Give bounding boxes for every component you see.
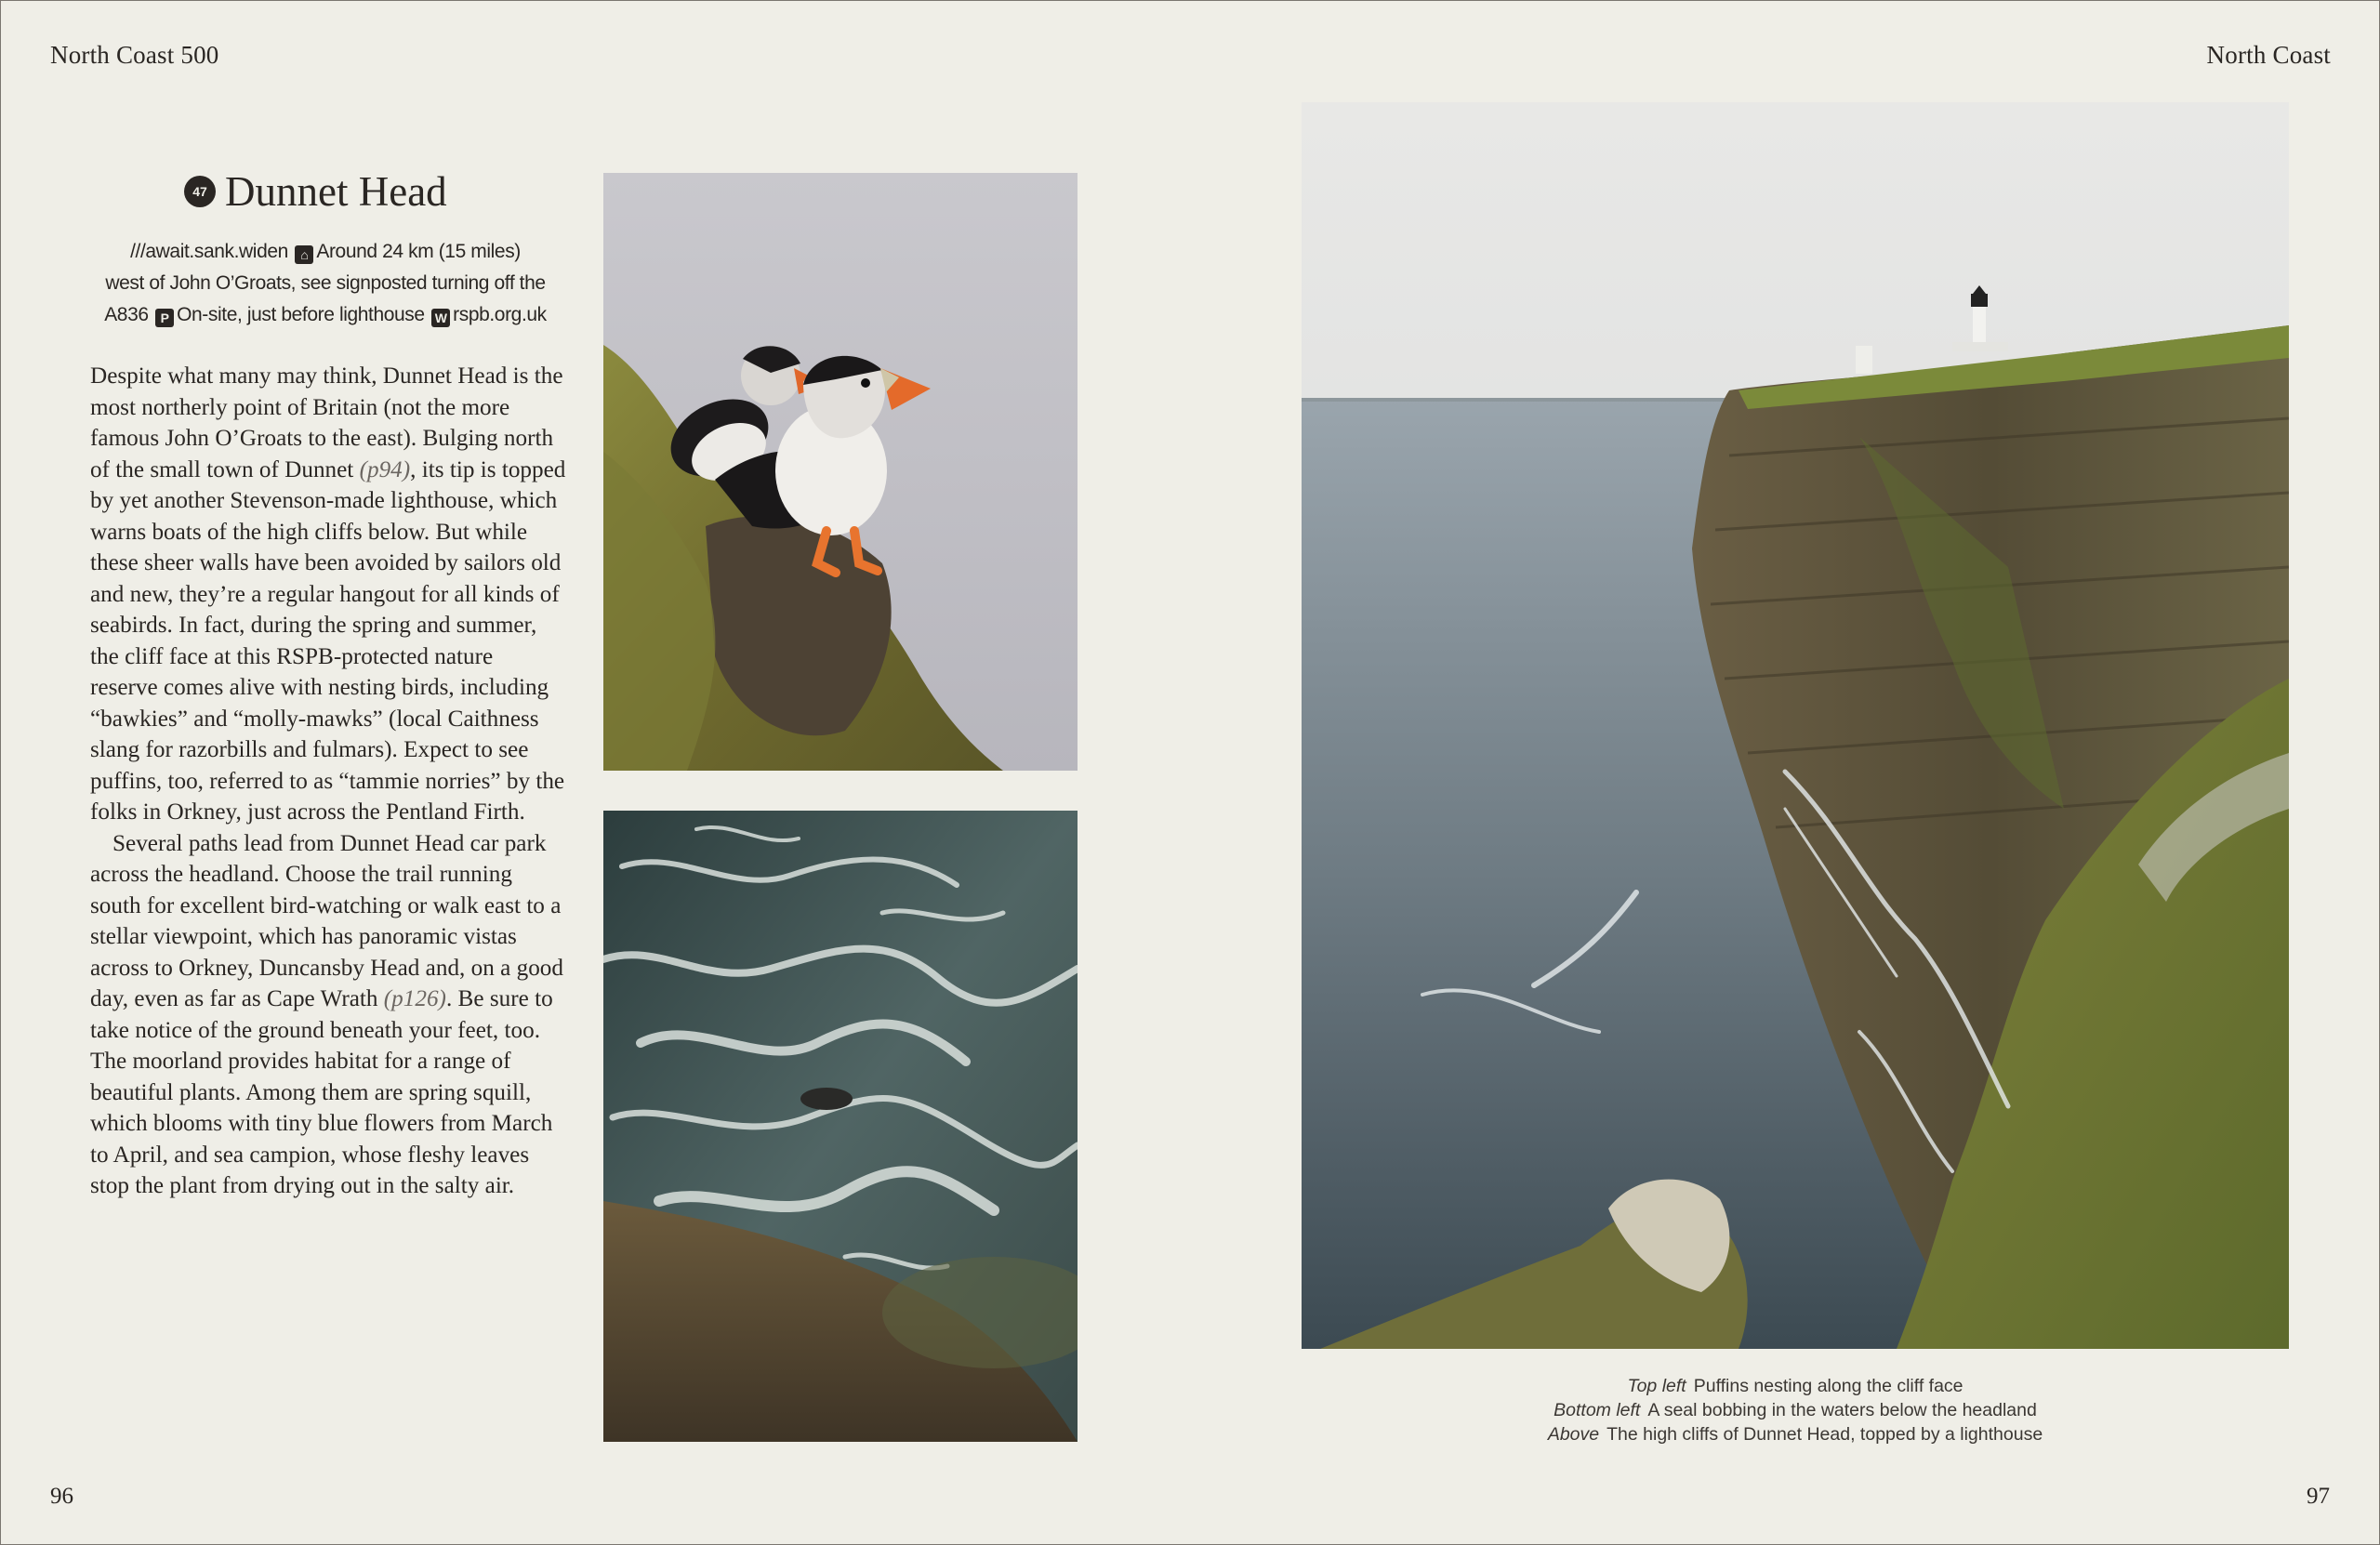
paragraph-2: Several paths lead from Dunnet Head car park across the headland. Choose the trail running south for excellent bird-watching or walk east to a stellar viewpoint, which has panoramic vistas across to Orkney, Duncansby Head and, on a good day, even as far as Cape Wrath (p126). Be sure to take notice of the ground beneath your feet, too. The moorland provides habitat for a range of beautiful plants. Among them are spring squill, which blooms with tiny blue flowers from March to April, and sea campion, whose fleshy leaves stop the plant from drying out in the salty air.	[90, 830, 563, 1198]
page-reference: (p126)	[383, 986, 446, 1011]
parking-icon: P	[155, 309, 174, 327]
page-reference: (p94)	[359, 456, 411, 482]
running-head-right: North Coast	[2206, 41, 2331, 69]
page-number-right: 97	[2307, 1484, 2330, 1509]
body-text	[90, 361, 566, 1202]
page-number-left: 96	[50, 1484, 73, 1509]
photo-captions	[1302, 1374, 2289, 1446]
caption-bottom-left: Bottom left A seal bobbing in the waters below the headland	[1554, 1400, 2037, 1420]
caption-above: Above The high cliffs of Dunnet Head, topped by a lighthouse	[1547, 1424, 2043, 1445]
paragraph-1: Despite what many may think, Dunnet Head is the most northerly point of Britain (not the more famous John O’Groats to the east). Bulging north of the small town of Dunnet (p94), its tip is topped by yet another Stevenson-made lighthouse, which warns boats of the high cliffs below. But while these sheer walls have been avoided by sailors old and new, they’re a regular hangout for all kinds of seabirds. In fact, during the spring and summer, the cliff face at this RSPB-protected nature reserve comes alive with nesting birds, including “bawkies” and “molly-mawks” (local Caithness slang for razorbills and fulmars). Expect to see puffins, too, referred to as “tammie norries” by the folks in Orkney, just across the Pentland Firth.	[90, 363, 566, 825]
seal-photo	[603, 811, 1078, 1442]
caption-top-left: Top left Puffins nesting along the cliff face	[1627, 1376, 1964, 1396]
page-title: Dunnet Head	[225, 167, 447, 215]
cliffs-lighthouse-photo	[1302, 102, 2289, 1349]
running-head-left: North Coast 500	[50, 41, 219, 69]
directions-text-cont: west of John O’Groats, see signposted turning off the	[105, 272, 546, 294]
entry-number-badge: 47	[184, 176, 216, 207]
what3words-address: ///await.sank.widen	[130, 241, 288, 262]
directions-text: Around 24 km (15 miles)	[316, 241, 521, 262]
entry-heading	[184, 164, 537, 219]
directions-road: A836	[104, 304, 149, 325]
web-icon: W	[431, 309, 450, 327]
parking-text: On-site, just before lighthouse	[177, 304, 425, 325]
website-link[interactable]: rspb.org.uk	[453, 304, 547, 325]
house-icon: ⌂	[295, 245, 313, 264]
entry-info	[86, 236, 565, 331]
puffins-photo	[603, 173, 1078, 771]
